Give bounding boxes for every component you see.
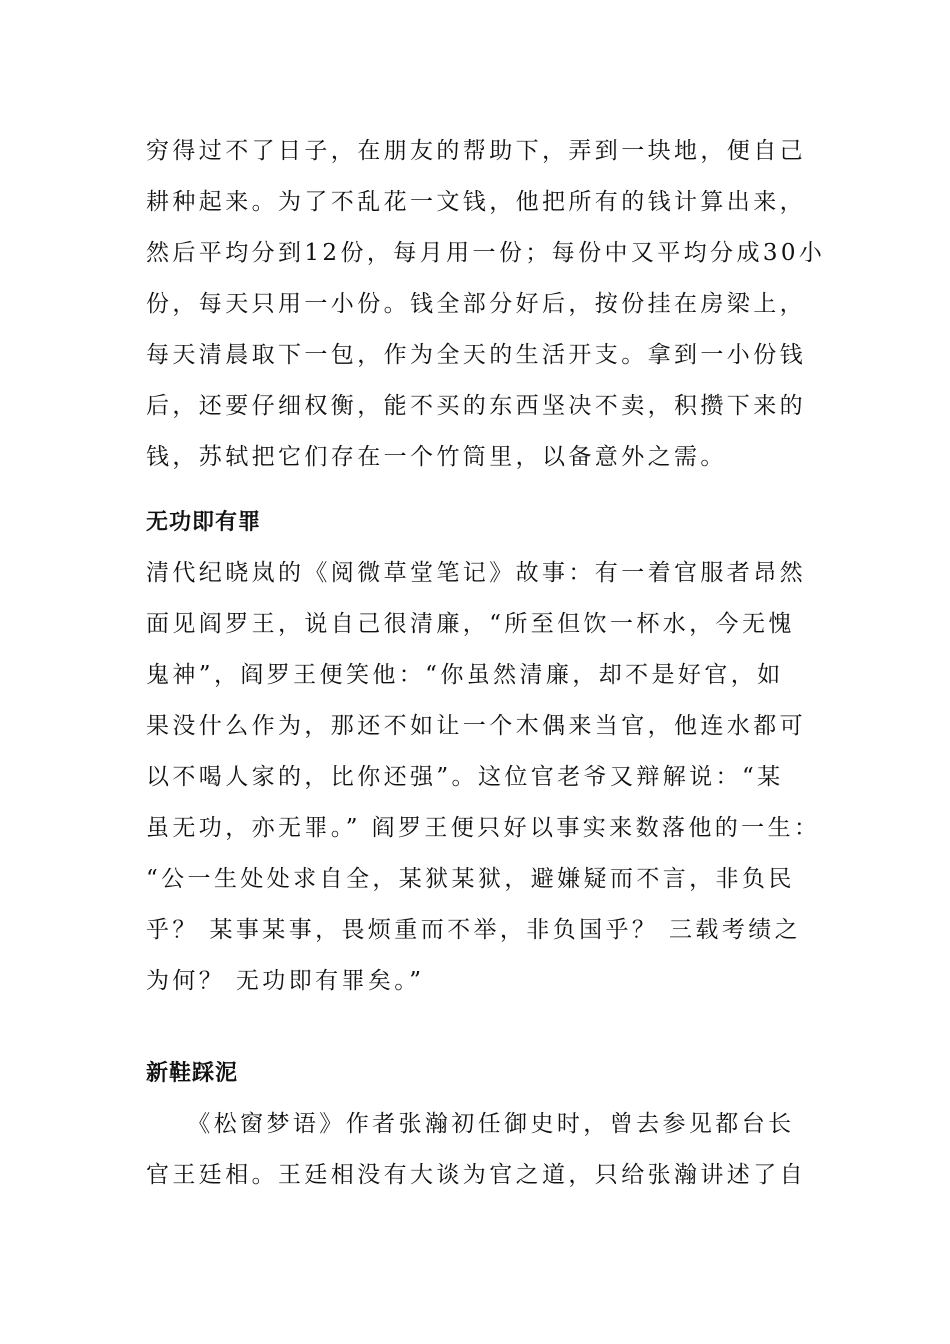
text-line: 清代纪晓岚的《阅微草堂笔记》故事：有一着官服者昂然 (146, 560, 806, 586)
text-line: 每天清晨取下一包，作为全天的生活开支。拿到一小份钱 (146, 342, 806, 368)
text-line: 后，还要仔细权衡，能不买的东西坚决不卖，积攒下来的 (146, 393, 806, 419)
section-heading: 无功即有罪 (146, 510, 262, 535)
text-line: 鬼神”，阎罗王便笑他：“你虽然清廉，却不是好官，如 (146, 662, 784, 688)
section-new-shoes-in-mud (146, 1048, 806, 1201)
text-line: 乎？ 某事某事，畏烦重而不举，非负国乎？ 三载考绩之 (146, 917, 802, 943)
paragraph-text (146, 126, 826, 483)
text-line: 以不喝人家的，比你还强”。这位官老爷又辩解说：“某 (146, 764, 784, 790)
section-heading: 新鞋踩泥 (146, 1061, 239, 1086)
paragraph-text (146, 1099, 806, 1201)
section-no-merit-is-guilt (146, 497, 821, 1007)
text-line: “公一生处处求自全，某狱某狱，避嫌疑而不言，非负民 (146, 866, 795, 892)
text-line: 虽无功，亦无罪。” 阎罗王便只好以事实来数落他的一生： (146, 815, 821, 841)
paragraph-text (146, 548, 821, 1007)
text-line: 面见阎罗王，说自己很清廉，“所至但饮一杯水，今无愧 (146, 611, 795, 637)
text-line: 为何？ 无功即有罪矣。” (146, 968, 425, 994)
text-line: 钱，苏轼把它们存在一个竹筒里，以备意外之需。 (146, 444, 727, 470)
paragraph-su-shi-budget (146, 126, 826, 483)
text-line: 《松窗梦语》作者张瀚初任御史时，曾去参见都台长 (146, 1111, 795, 1137)
text-line: 官王廷相。王廷相没有大谈为官之道，只给张瀚讲述了自 (146, 1162, 806, 1188)
text-line: 耕种起来。为了不乱花一文钱，他把所有的钱计算出来， (146, 189, 806, 215)
text-line: 份，每天只用一小份。钱全部分好后，按份挂在房梁上， (146, 291, 806, 317)
text-line: 然后平均分到12份，每月用一份；每份中又平均分成30小 (146, 240, 826, 266)
text-line: 穷得过不了日子，在朋友的帮助下，弄到一块地，便自己 (146, 138, 806, 164)
text-line: 果没什么作为，那还不如让一个木偶来当官，他连水都可 (146, 713, 806, 739)
